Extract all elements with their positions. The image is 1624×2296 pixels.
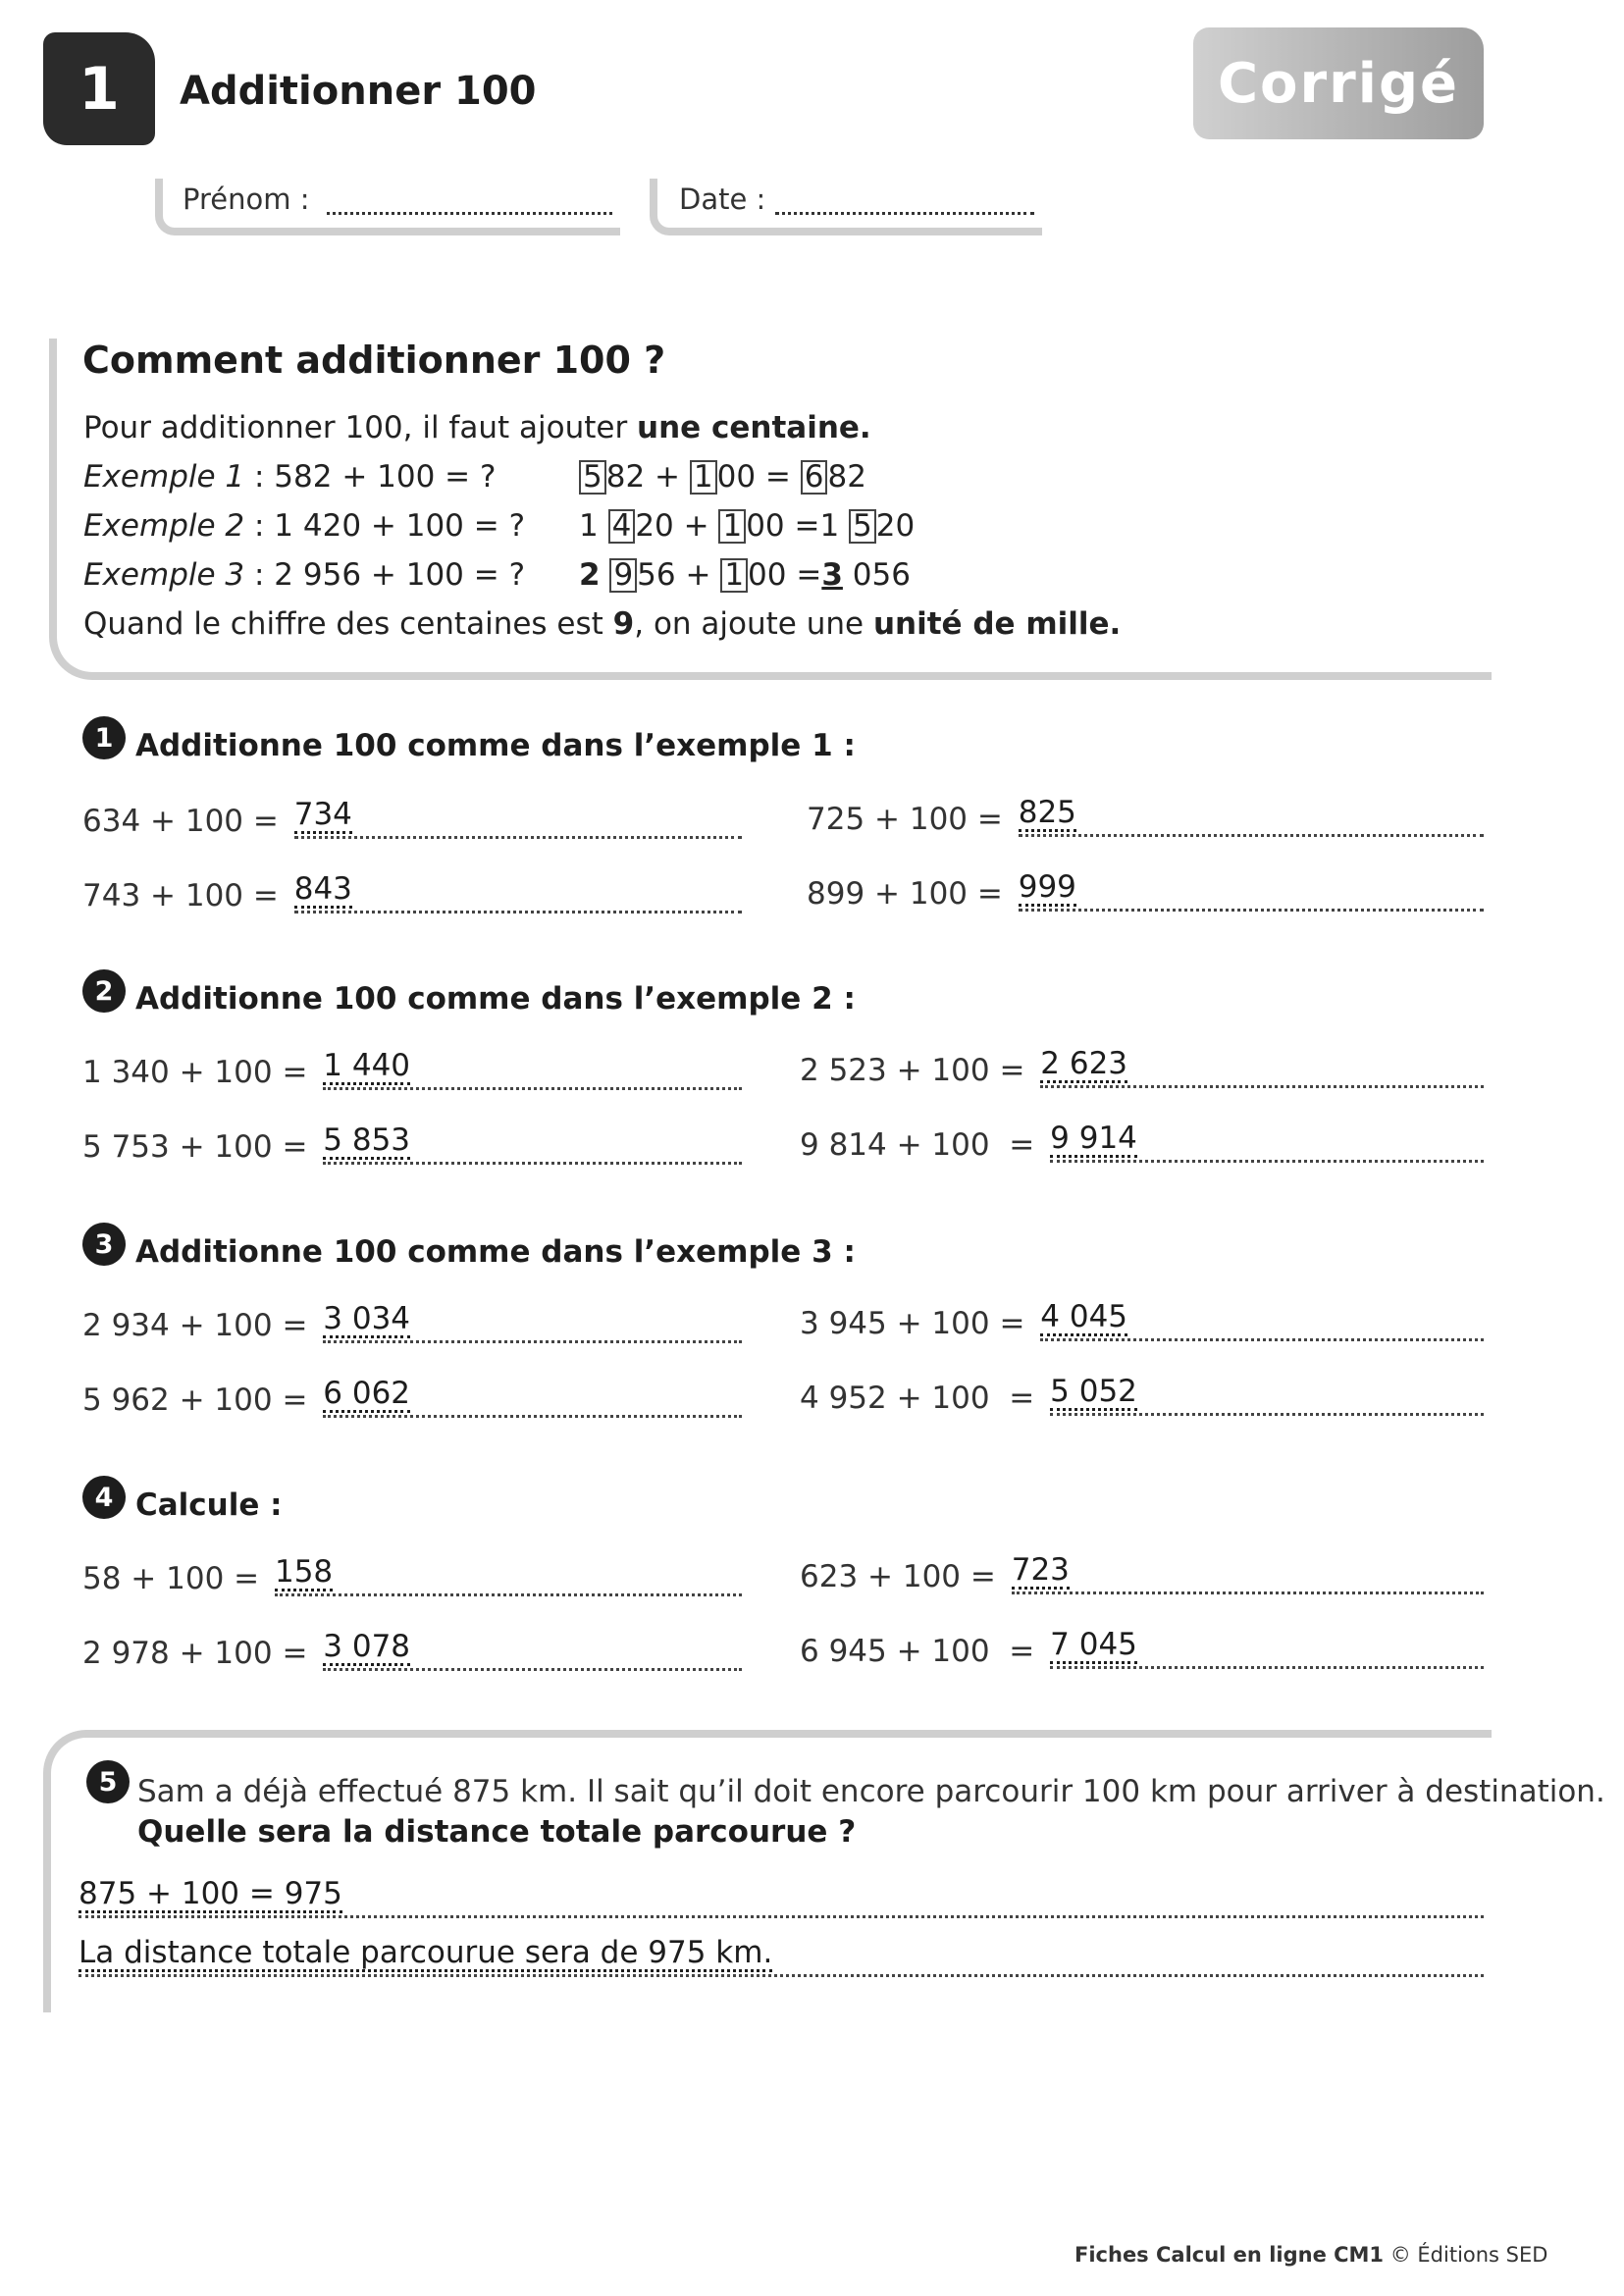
- digits: 20 +: [635, 508, 719, 544]
- boxed-digit: 9: [609, 558, 637, 593]
- exercise-3-title: Additionne 100 comme dans l’exemple 3 :: [135, 1234, 856, 1270]
- answer-calculation: 875 + 100 = 975: [79, 1876, 342, 1912]
- example-3-question: [83, 557, 525, 593]
- exercise-4-item-3: [82, 1629, 742, 1671]
- digits: 056: [842, 557, 911, 593]
- answer-field[interactable]: [1040, 1299, 1484, 1341]
- exercise-2-title: Additionne 100 comme dans l’exemple 2 :: [135, 981, 856, 1017]
- footer-series: Fiches Calcul en ligne CM1: [1074, 2243, 1385, 2267]
- answer: 723: [1011, 1552, 1070, 1589]
- boxed-digit: 1: [720, 558, 748, 593]
- exercise-4-number: [82, 1476, 126, 1519]
- answer: 843: [293, 871, 352, 908]
- problem-question: Quelle sera la distance totale parcourue ?: [137, 1814, 857, 1850]
- example-question: : 1 420 + 100 = ?: [244, 508, 526, 544]
- boxed-digit: 1: [718, 509, 746, 544]
- boxed-digit: 6: [801, 460, 828, 495]
- digits: 20: [875, 508, 916, 544]
- equation: 3 945 + 100 =: [800, 1306, 1035, 1341]
- note-emphasis: unité de mille.: [872, 606, 1122, 642]
- problem-number: [86, 1760, 130, 1803]
- thousands-digit: 2: [579, 557, 601, 593]
- exercise-1-number: [82, 716, 126, 759]
- exercise-2-item-3: [82, 1122, 742, 1165]
- answer: 1 440: [323, 1048, 411, 1084]
- exercise-number-text: 5: [98, 1766, 118, 1798]
- equation: 4 952 + 100 =: [800, 1381, 1045, 1416]
- exercise-1-item-2: [807, 795, 1484, 837]
- equation: 899 + 100 =: [807, 876, 1013, 912]
- example-label: Exemple 3: [83, 557, 245, 593]
- exercise-4-item-4: [800, 1627, 1484, 1669]
- exercise-1-item-4: [807, 869, 1484, 912]
- note-line: [83, 606, 1121, 642]
- lesson-number-badge: [43, 32, 155, 145]
- example-label: Exemple 1: [83, 459, 245, 495]
- exercise-3-item-1: [82, 1301, 742, 1343]
- exercise-4-title: Calcule :: [135, 1487, 283, 1523]
- exercise-3-item-4: [800, 1374, 1484, 1416]
- digits: 82 +: [605, 459, 690, 495]
- example-2-question: [83, 508, 525, 544]
- answer-field[interactable]: [1050, 1121, 1484, 1163]
- footer: [1074, 2243, 1547, 2267]
- exercise-3-number: [82, 1223, 126, 1266]
- answer-field[interactable]: [1050, 1627, 1484, 1669]
- exercise-1-title: Additionne 100 comme dans l’exemple 1 :: [135, 728, 856, 763]
- example-1-solution: [579, 459, 866, 495]
- note-digit: 9: [612, 606, 635, 642]
- answer-field[interactable]: [294, 871, 742, 913]
- answer-field[interactable]: [323, 1048, 742, 1090]
- name-input-line[interactable]: [327, 212, 612, 215]
- answer: 158: [274, 1554, 334, 1591]
- exercise-3-item-2: [800, 1299, 1484, 1341]
- boxed-digit: 1: [690, 460, 717, 495]
- equation: 743 + 100 =: [82, 878, 288, 913]
- answer-field[interactable]: [323, 1376, 742, 1418]
- digits: 00 =1: [746, 508, 850, 544]
- example-1-question: [83, 459, 496, 495]
- answer-line-1[interactable]: [79, 1872, 1484, 1918]
- boxed-digit: 4: [608, 509, 636, 544]
- explanation-title: Comment additionner 100 ?: [82, 339, 666, 382]
- exercise-2-item-2: [800, 1046, 1484, 1088]
- answer: 999: [1018, 869, 1076, 906]
- boxed-digit: 5: [849, 509, 876, 544]
- equation: 2 978 + 100 =: [82, 1636, 318, 1671]
- equation: 58 + 100 =: [82, 1561, 269, 1596]
- note-text: Quand le chiffre des centaines est: [83, 606, 613, 642]
- digits: [601, 557, 610, 593]
- example-label: Exemple 2: [83, 508, 245, 544]
- answer-field[interactable]: [294, 797, 742, 839]
- answer: 5 052: [1050, 1374, 1137, 1410]
- answer-sentence: La distance totale parcourue sera de 975 km.: [79, 1935, 773, 1971]
- equation: 725 + 100 =: [807, 802, 1013, 837]
- answer: 825: [1018, 795, 1076, 831]
- answer: 7 045: [1050, 1627, 1137, 1663]
- lesson-number: 1: [79, 54, 120, 124]
- answer-field[interactable]: [1019, 869, 1484, 912]
- rule-line: [83, 410, 871, 445]
- answer-field[interactable]: [1012, 1552, 1484, 1594]
- exercise-4-item-1: [82, 1554, 742, 1596]
- digits: 1: [579, 508, 608, 544]
- rule-text: Pour additionner 100, il faut ajouter: [83, 410, 638, 445]
- underlined-thousands-digit: 3: [821, 557, 843, 593]
- equation: 6 945 + 100 =: [800, 1634, 1045, 1669]
- example-question: : 582 + 100 = ?: [244, 459, 497, 495]
- answer: 9 914: [1050, 1121, 1137, 1157]
- equation: 5 753 + 100 =: [82, 1129, 318, 1165]
- exercise-number-text: 4: [94, 1482, 114, 1513]
- answer-field[interactable]: [1019, 795, 1484, 837]
- answer-field[interactable]: [1040, 1046, 1484, 1088]
- equation: 5 962 + 100 =: [82, 1383, 318, 1418]
- name-label: Prénom :: [183, 183, 310, 216]
- answer: 3 034: [323, 1301, 411, 1337]
- answer: 5 853: [323, 1122, 411, 1159]
- answer-field[interactable]: [323, 1629, 742, 1671]
- exercise-3-item-3: [82, 1376, 742, 1418]
- note-text: , on ajoute une: [634, 606, 873, 642]
- equation: 9 814 + 100 =: [800, 1127, 1045, 1163]
- answer: 2 623: [1040, 1046, 1128, 1082]
- exercise-1-item-1: [82, 797, 742, 839]
- corrige-label: Corrigé: [1217, 51, 1460, 116]
- answer-field[interactable]: [323, 1301, 742, 1343]
- example-2-solution: [579, 508, 915, 544]
- page-title: Additionner 100: [180, 69, 537, 114]
- exercise-number-text: 1: [94, 722, 114, 754]
- equation: 2 934 + 100 =: [82, 1308, 318, 1343]
- equation: 2 523 + 100 =: [800, 1053, 1035, 1088]
- exercise-number-text: 3: [94, 1228, 114, 1260]
- equation: 623 + 100 =: [800, 1559, 1006, 1594]
- exercise-2-number: [82, 969, 126, 1013]
- answer: 3 078: [323, 1629, 411, 1665]
- exercise-4-item-2: [800, 1552, 1484, 1594]
- date-input-line[interactable]: [775, 212, 1034, 215]
- rule-emphasis: une centaine.: [637, 410, 871, 445]
- corrige-badge: [1193, 27, 1484, 139]
- equation: 634 + 100 =: [82, 804, 288, 839]
- answer-line-2[interactable]: [79, 1931, 1484, 1977]
- digits: 00 =: [716, 459, 801, 495]
- problem-statement: Sam a déjà effectué 875 km. Il sait qu’il doit encore parcourir 100 km pour arriver à destination.: [137, 1774, 1605, 1809]
- example-question: : 2 956 + 100 = ?: [244, 557, 526, 593]
- digits: 56 +: [637, 557, 721, 593]
- date-label: Date :: [679, 183, 766, 216]
- digits: 00 =: [748, 557, 822, 593]
- example-3-solution: [579, 557, 911, 593]
- answer-field[interactable]: [275, 1554, 742, 1596]
- exercise-number-text: 2: [94, 975, 114, 1007]
- exercise-2-item-4: [800, 1121, 1484, 1163]
- answer: 734: [293, 797, 352, 833]
- answer-field[interactable]: [1050, 1374, 1484, 1416]
- exercise-1-item-3: [82, 871, 742, 913]
- boxed-digit: 5: [579, 460, 606, 495]
- footer-copyright: © Éditions SED: [1384, 2243, 1548, 2267]
- answer: 4 045: [1040, 1299, 1128, 1335]
- answer-field[interactable]: [323, 1122, 742, 1165]
- digits: 82: [827, 459, 866, 495]
- answer: 6 062: [323, 1376, 411, 1412]
- equation: 1 340 + 100 =: [82, 1055, 318, 1090]
- exercise-2-item-1: [82, 1048, 742, 1090]
